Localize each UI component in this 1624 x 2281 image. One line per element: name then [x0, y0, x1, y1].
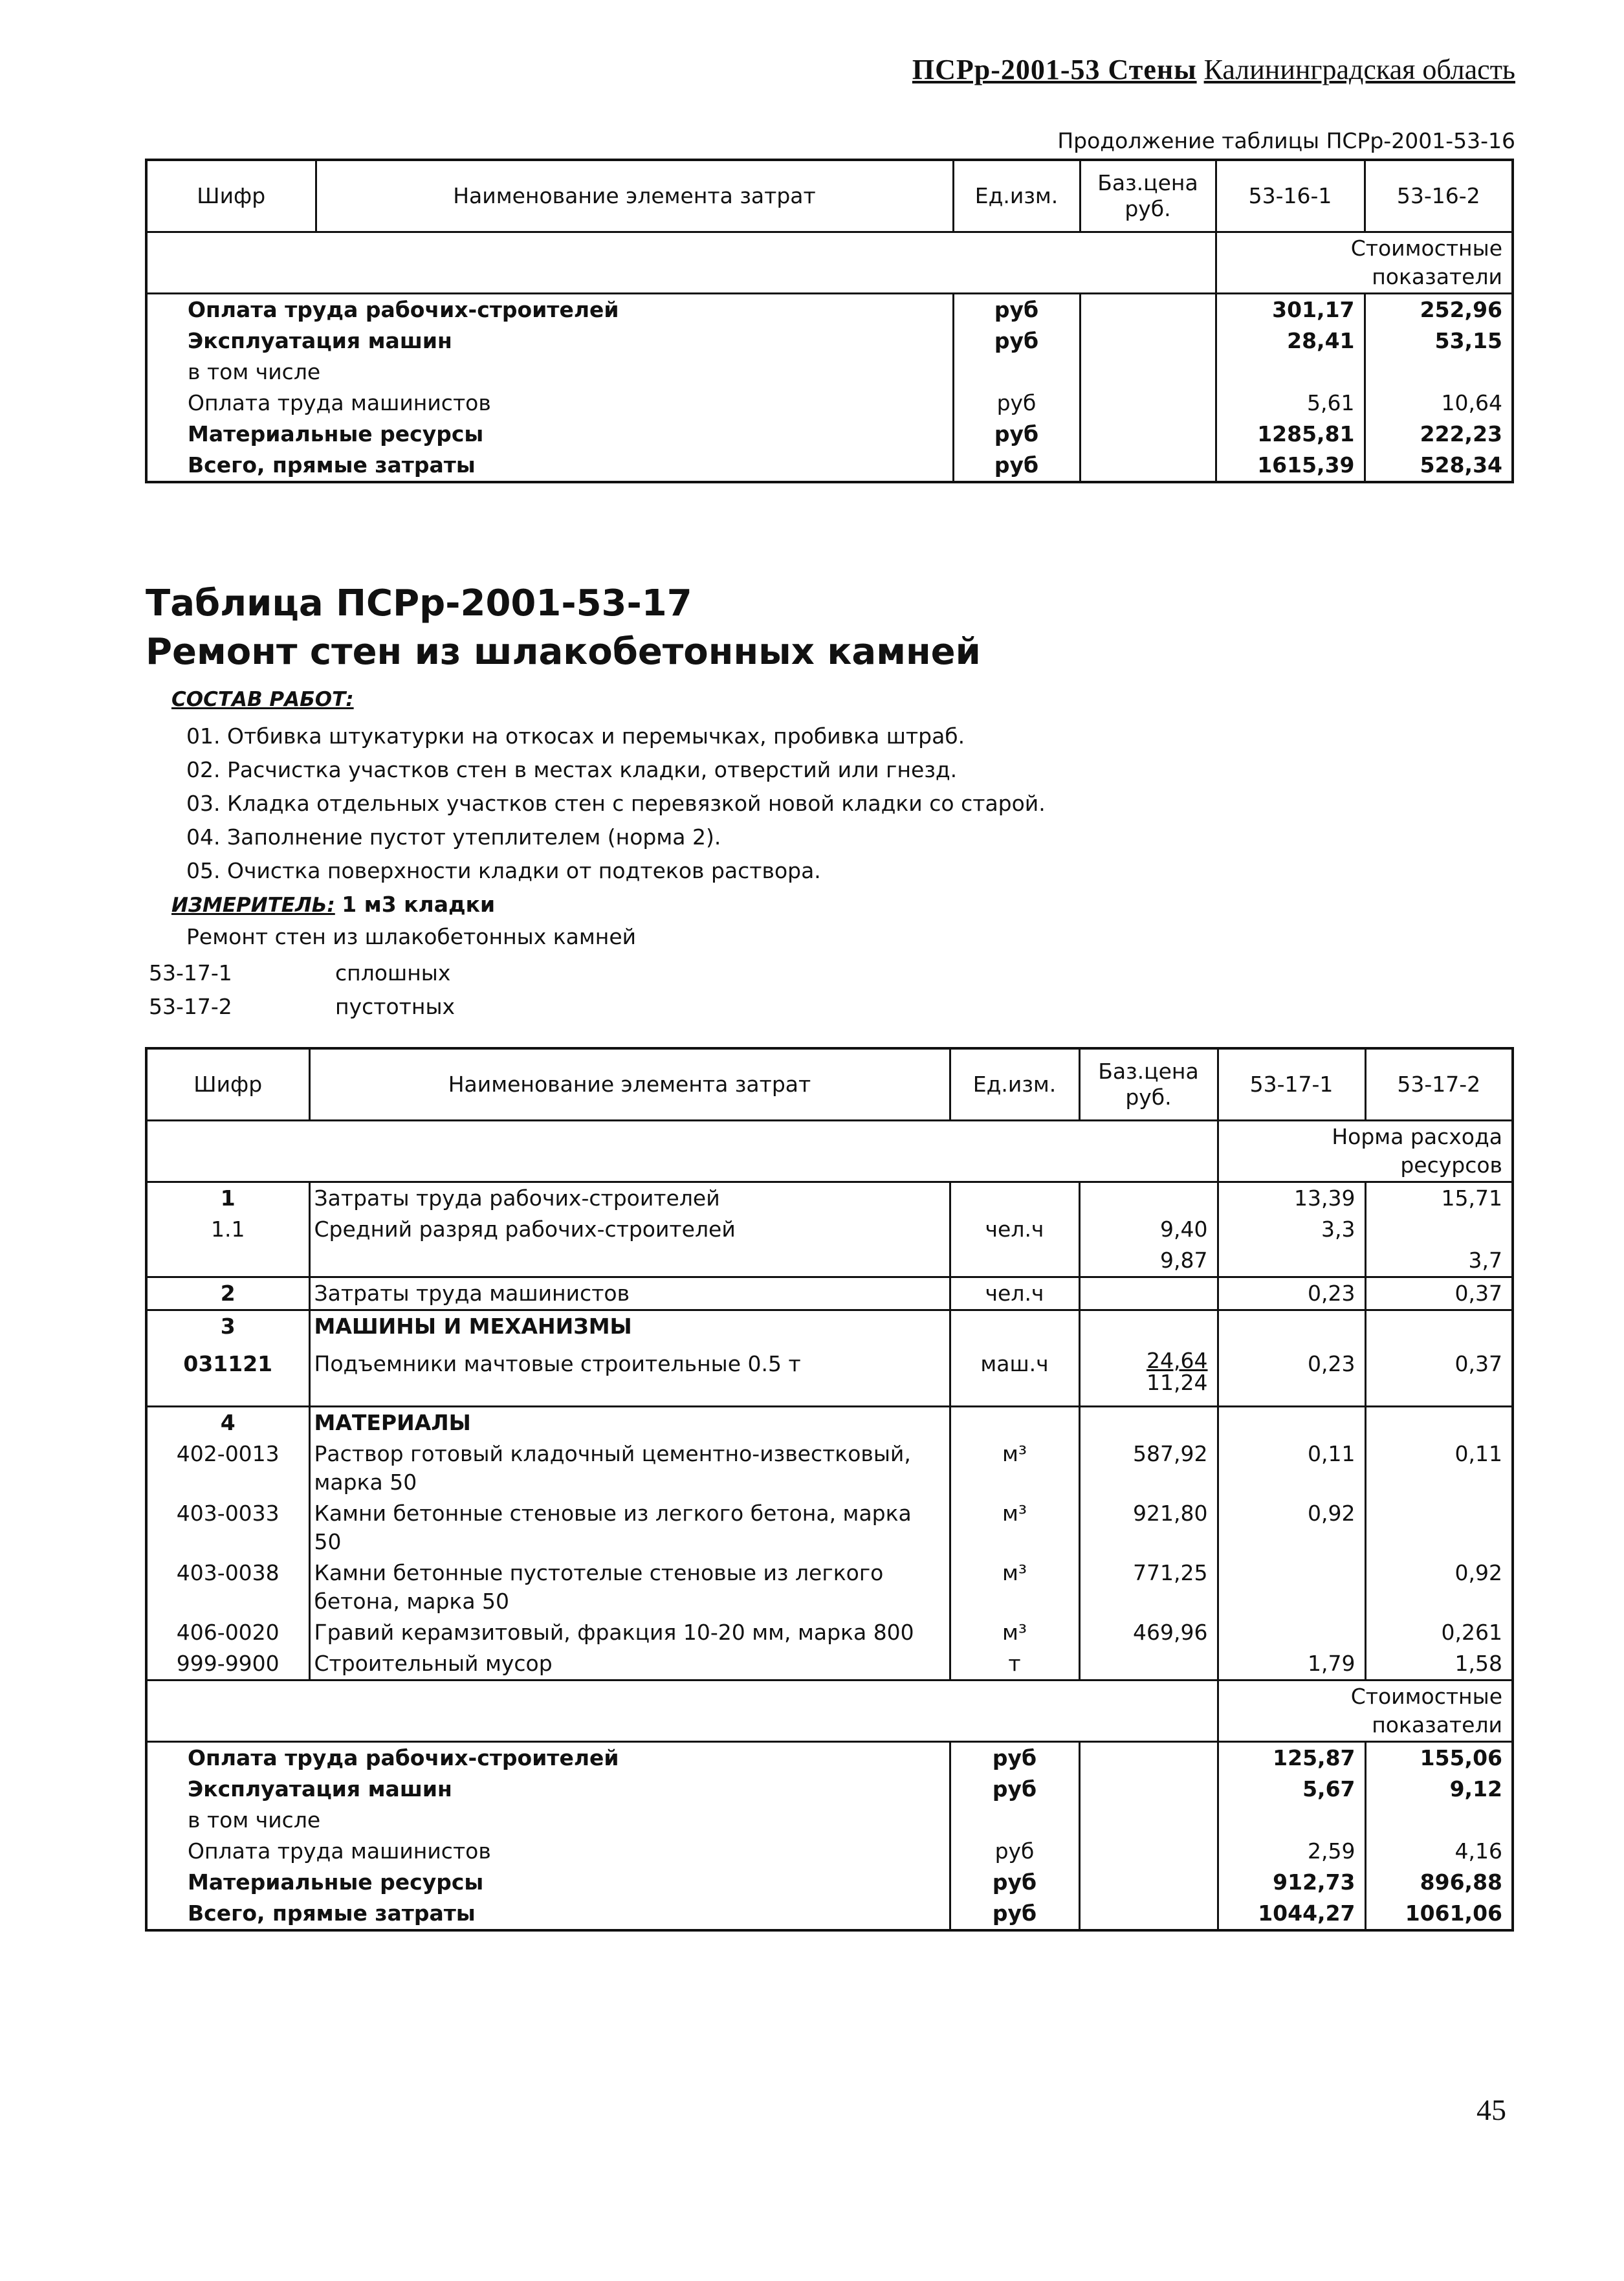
row-value-1 — [1218, 1805, 1365, 1836]
row-code: 4 — [146, 1407, 309, 1439]
row-unit: чел.ч — [950, 1277, 1079, 1310]
row-unit: руб — [950, 1836, 1079, 1867]
row-price — [1080, 388, 1216, 419]
row-unit: м³ — [950, 1558, 1079, 1617]
work-item: 01. Отбивка штукатурки на откосах и перемычках, пробивка штраб. — [186, 723, 965, 749]
row-price — [1079, 1867, 1218, 1898]
table-row — [146, 1182, 1513, 1215]
col-unit-header: Ед.изм. — [950, 1048, 1079, 1121]
row-price — [1079, 1836, 1218, 1867]
row-unit — [950, 1805, 1079, 1836]
row-name: Эксплуатация машин — [188, 1776, 452, 1802]
row-code: 403-0038 — [176, 1560, 280, 1585]
row-price: 587,92 — [1079, 1438, 1218, 1498]
row-price — [1080, 325, 1216, 357]
row-value-1: 0,11 — [1218, 1438, 1365, 1498]
row-name: Подъемники мачтовые строительные 0.5 т — [309, 1349, 950, 1407]
row-unit: руб — [950, 1867, 1079, 1898]
row-value-2 — [1365, 1214, 1513, 1245]
header-code: ПСРр-2001-53 Стены — [912, 54, 1197, 85]
row-unit: м³ — [950, 1617, 1079, 1648]
table-17-header — [146, 1048, 1513, 1121]
table-row — [146, 1617, 1513, 1648]
row-value-2: 896,88 — [1365, 1867, 1513, 1898]
table-row — [146, 388, 1513, 419]
table-row — [146, 1407, 1513, 1439]
row-value-2: 0,11 — [1365, 1438, 1513, 1498]
row-name — [309, 1245, 950, 1277]
table-row — [146, 1310, 1513, 1349]
row-price: 9,40 — [1079, 1214, 1218, 1245]
col-v2-header: 53-17-2 — [1365, 1048, 1513, 1121]
row-code: 402-0013 — [176, 1441, 280, 1466]
row-value-2: 0,37 — [1365, 1349, 1513, 1407]
row-price — [1080, 419, 1216, 450]
row-name: в том числе — [188, 359, 321, 384]
row-unit: руб — [953, 450, 1080, 482]
row-price — [1080, 294, 1216, 326]
norm-section-label: Норма расхода ресурсов — [1218, 1121, 1513, 1182]
row-name: Средний разряд рабочих-строителей — [309, 1214, 950, 1245]
row-unit: чел.ч — [950, 1214, 1079, 1245]
row-value-1: 28,41 — [1216, 325, 1365, 357]
table-row — [146, 1438, 1513, 1498]
row-price: 771,25 — [1079, 1558, 1218, 1617]
row-value-2: 0,261 — [1365, 1617, 1513, 1648]
variant-code: 53-17-1 — [149, 960, 232, 986]
row-unit — [950, 1407, 1079, 1439]
row-value-1: 0,23 — [1218, 1277, 1365, 1310]
table-17-costs — [146, 1742, 1513, 1931]
row-value-2: 9,12 — [1365, 1774, 1513, 1805]
row-name: МАШИНЫ И МЕХАНИЗМЫ — [309, 1310, 950, 1349]
row-price — [1080, 357, 1216, 388]
row-unit: маш.ч — [950, 1349, 1079, 1407]
row-name: Всего, прямые затраты — [188, 1901, 476, 1926]
col-name-header: Наименование элемента затрат — [316, 160, 953, 232]
row-value-1 — [1218, 1558, 1365, 1617]
row-value-1: 0,92 — [1218, 1498, 1365, 1558]
row-price — [1079, 1277, 1218, 1310]
table-row — [146, 1349, 1513, 1407]
row-price — [1080, 450, 1216, 482]
col-code-header: Шифр — [146, 1048, 309, 1121]
row-unit: м³ — [950, 1438, 1079, 1498]
row-value-2: 4,16 — [1365, 1836, 1513, 1867]
cost-section-row — [146, 1680, 1513, 1742]
table-row — [146, 1558, 1513, 1617]
section-label: Стоимостные показатели — [1216, 232, 1513, 294]
table-row — [146, 450, 1513, 482]
meter-line: ИЗМЕРИТЕЛЬ: 1 м3 кладки — [171, 892, 496, 917]
row-value-1: 5,61 — [1216, 388, 1365, 419]
row-value-2 — [1365, 357, 1513, 388]
row-price: 9,87 — [1079, 1245, 1218, 1277]
price-value: 24,64 — [1147, 1348, 1208, 1373]
row-code: 031121 — [183, 1351, 273, 1376]
row-value-2: 0,37 — [1365, 1277, 1513, 1310]
row-unit — [950, 1245, 1079, 1277]
norm-section-row — [146, 1121, 1513, 1182]
row-value-1: 1044,27 — [1218, 1898, 1365, 1930]
row-value-2: 1,58 — [1365, 1648, 1513, 1680]
col-v1-header: 53-17-1 — [1218, 1048, 1365, 1121]
table-17-subtitle: Ремонт стен из шлакобетонных камней — [146, 631, 981, 673]
row-name: Затраты труда машинистов — [309, 1277, 950, 1310]
row-value-1: 1,79 — [1218, 1648, 1365, 1680]
row-name: Камни бетонные стеновые из легкого бетона, марка 50 — [309, 1498, 950, 1558]
col-code-header: Шифр — [146, 160, 316, 232]
table-row — [146, 1498, 1513, 1558]
row-value-1: 3,3 — [1218, 1214, 1365, 1245]
row-value-1: 301,17 — [1216, 294, 1365, 326]
cost-section-label: Стоимостные показатели — [1218, 1680, 1513, 1742]
row-name: Строительный мусор — [309, 1648, 950, 1680]
price-value-2: 11,24 — [1147, 1370, 1208, 1395]
row-price — [1079, 1774, 1218, 1805]
row-name: в том числе — [188, 1807, 321, 1833]
row-value-2 — [1365, 1407, 1513, 1439]
row-value-1 — [1218, 1310, 1365, 1349]
col-unit-header: Ед.изм. — [953, 160, 1080, 232]
page-header — [912, 53, 1515, 86]
row-unit: руб — [950, 1742, 1079, 1774]
row-price — [1079, 1648, 1218, 1680]
col-v2-header: 53-16-2 — [1365, 160, 1513, 232]
row-price — [1079, 1182, 1218, 1215]
row-name: Эксплуатация машин — [188, 328, 452, 353]
work-item: 05. Очистка поверхности кладки от подтеков раствора. — [186, 858, 821, 883]
row-value-2 — [1365, 1498, 1513, 1558]
section-row — [146, 232, 1513, 294]
table-17 — [145, 1047, 1514, 1932]
table-row — [146, 1214, 1513, 1245]
works-label: СОСТАВ РАБОТ: — [171, 688, 354, 711]
table-row — [146, 1836, 1513, 1867]
row-price — [1079, 1310, 1218, 1349]
col-price-header: Баз.цена руб. — [1080, 160, 1216, 232]
row-unit: т — [950, 1648, 1079, 1680]
row-code: 2 — [146, 1277, 309, 1310]
row-value-1: 125,87 — [1218, 1742, 1365, 1774]
col-name-header: Наименование элемента затрат — [309, 1048, 950, 1121]
row-value-2 — [1365, 1310, 1513, 1349]
variant-code: 53-17-2 — [149, 994, 232, 1019]
col-price-header: Баз.цена руб. — [1079, 1048, 1218, 1121]
table-16 — [145, 159, 1514, 483]
row-unit: руб — [953, 294, 1080, 326]
row-code: 1.1 — [211, 1217, 245, 1242]
row-name: Оплата труда рабочих-строителей — [188, 1745, 619, 1770]
variant-name: пустотных — [335, 994, 455, 1019]
row-name: Материальные ресурсы — [188, 1869, 484, 1895]
row-value-2: 3,7 — [1365, 1245, 1513, 1277]
row-unit: руб — [950, 1898, 1079, 1930]
row-name: Затраты труда рабочих-строителей — [309, 1182, 950, 1215]
row-value-2: 15,71 — [1365, 1182, 1513, 1215]
row-name: Оплата труда рабочих-строителей — [188, 297, 619, 322]
table-row — [146, 1277, 1513, 1310]
row-value-1 — [1216, 357, 1365, 388]
row-code: 1 — [220, 1185, 236, 1211]
row-code: 406-0020 — [176, 1620, 280, 1645]
table-row — [146, 1742, 1513, 1774]
row-value-1: 912,73 — [1218, 1867, 1365, 1898]
row-price — [1079, 1898, 1218, 1930]
table-17-body — [146, 1182, 1513, 1680]
row-value-2: 10,64 — [1365, 388, 1513, 419]
table-row — [146, 1805, 1513, 1836]
row-code: 999-9900 — [176, 1651, 280, 1676]
row-price: 921,80 — [1079, 1498, 1218, 1558]
row-value-1: 1285,81 — [1216, 419, 1365, 450]
row-value-1: 0,23 — [1218, 1349, 1365, 1407]
row-value-1: 13,39 — [1218, 1182, 1365, 1215]
row-name: Гравий керамзитовый, фракция 10-20 мм, марка 800 — [309, 1617, 950, 1648]
row-name: Материальные ресурсы — [188, 421, 484, 446]
row-name: Раствор готовый кладочный цементно-известковый, марка 50 — [309, 1438, 950, 1498]
table-row — [146, 1648, 1513, 1680]
row-unit — [950, 1182, 1079, 1215]
table-16-header — [146, 160, 1513, 232]
row-value-1: 5,67 — [1218, 1774, 1365, 1805]
row-unit: руб — [953, 325, 1080, 357]
row-value-2: 1061,06 — [1365, 1898, 1513, 1930]
table-row — [146, 1867, 1513, 1898]
row-value-1 — [1218, 1407, 1365, 1439]
row-code: 3 — [146, 1310, 309, 1349]
row-value-1 — [1218, 1617, 1365, 1648]
work-item: 04. Заполнение пустот утеплителем (норма 2). — [186, 824, 721, 850]
table-row — [146, 1774, 1513, 1805]
table-17-title: Таблица ПСРр-2001-53-17 — [146, 582, 692, 624]
row-value-2: 0,92 — [1365, 1558, 1513, 1617]
work-item: 03. Кладка отдельных участков стен с перевязкой новой кладки со старой. — [186, 791, 1046, 816]
row-price: 469,96 — [1079, 1617, 1218, 1648]
row-value-1: 1615,39 — [1216, 450, 1365, 482]
row-name: Оплата труда машинистов — [188, 1838, 491, 1864]
row-name: МАТЕРИАЛЫ — [309, 1407, 950, 1439]
row-value-2: 528,34 — [1365, 450, 1513, 482]
row-value-2: 155,06 — [1365, 1742, 1513, 1774]
row-value-2: 252,96 — [1365, 294, 1513, 326]
row-value-1 — [1218, 1245, 1365, 1277]
variant-name: сплошных — [335, 960, 451, 986]
meter-description: Ремонт стен из шлакобетонных камней — [186, 924, 637, 949]
row-unit: м³ — [950, 1498, 1079, 1558]
row-price — [1079, 1742, 1218, 1774]
table-row — [146, 1898, 1513, 1930]
page-number: 45 — [1476, 2093, 1506, 2126]
row-price — [1079, 1805, 1218, 1836]
table-row — [146, 294, 1513, 326]
row-value-2: 53,15 — [1365, 325, 1513, 357]
table-row — [146, 1245, 1513, 1277]
row-price — [1079, 1349, 1218, 1407]
col-v1-header: 53-16-1 — [1216, 160, 1365, 232]
row-value-1: 2,59 — [1218, 1836, 1365, 1867]
table-row — [146, 325, 1513, 357]
row-name: Оплата труда машинистов — [188, 390, 491, 415]
row-value-2: 222,23 — [1365, 419, 1513, 450]
row-name: Камни бетонные пустотелые стеновые из легкого бетона, марка 50 — [309, 1558, 950, 1617]
row-code — [146, 1245, 309, 1277]
continuation-caption: Продолжение таблицы ПСРр-2001-53-16 — [1057, 128, 1515, 153]
header-region: Калининградская область — [1203, 54, 1515, 85]
table-row — [146, 419, 1513, 450]
row-value-2 — [1365, 1805, 1513, 1836]
row-price — [1079, 1407, 1218, 1439]
row-name: Всего, прямые затраты — [188, 452, 476, 478]
row-unit: руб — [950, 1774, 1079, 1805]
row-unit: руб — [953, 388, 1080, 419]
work-item: 02. Расчистка участков стен в местах кладки, отверстий или гнезд. — [186, 757, 958, 782]
row-unit — [953, 357, 1080, 388]
table-row — [146, 357, 1513, 388]
table-16-body — [146, 294, 1513, 483]
row-code: 403-0033 — [176, 1501, 280, 1526]
row-unit — [950, 1310, 1079, 1349]
row-unit: руб — [953, 419, 1080, 450]
